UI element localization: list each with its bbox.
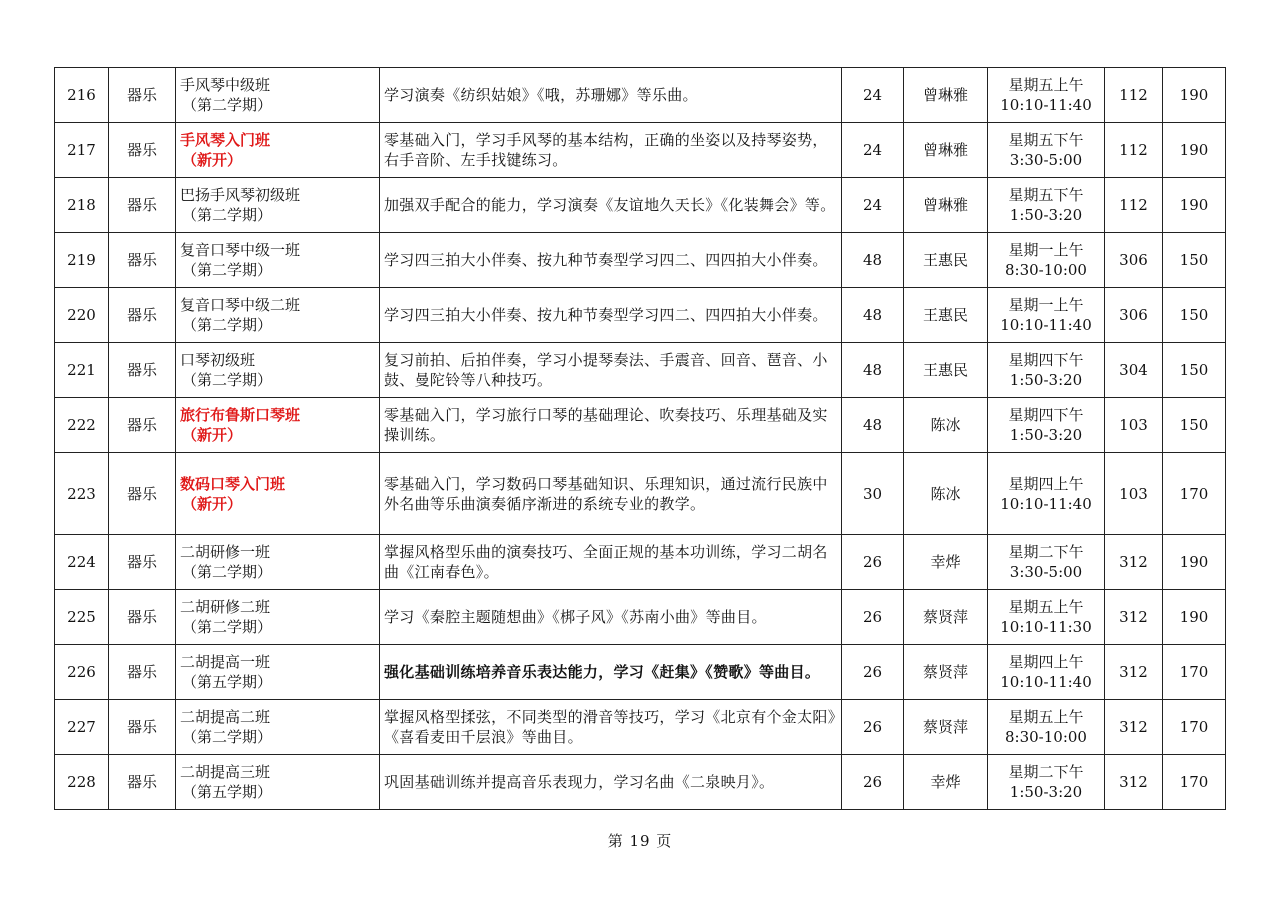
course-name: 数码口琴入门班 xyxy=(180,474,286,493)
course-category: 器乐 xyxy=(109,453,176,535)
course-hours: 26 xyxy=(842,535,904,590)
schedule-time: 8:30-10:00 xyxy=(1005,728,1087,746)
course-fee: 190 xyxy=(1163,68,1226,123)
table-row xyxy=(55,535,1226,590)
course-term: （第二学期） xyxy=(182,371,273,389)
course-name-cell xyxy=(176,590,380,645)
course-name-cell xyxy=(176,398,380,453)
course-name: 二胡研修二班 xyxy=(180,598,271,616)
schedule-time: 10:10-11:40 xyxy=(1000,96,1092,114)
course-room: 312 xyxy=(1105,700,1163,755)
course-term: （新开） xyxy=(182,494,243,513)
table-row xyxy=(55,453,1226,535)
course-fee: 190 xyxy=(1163,535,1226,590)
course-schedule xyxy=(988,398,1105,453)
course-category: 器乐 xyxy=(109,68,176,123)
schedule-time: 1:50-3:20 xyxy=(1009,371,1083,389)
schedule-day: 星期五上午 xyxy=(1008,598,1084,616)
course-term: （第二学期） xyxy=(182,316,273,334)
course-number: 224 xyxy=(55,535,109,590)
course-term: （第五学期） xyxy=(182,783,273,801)
course-category: 器乐 xyxy=(109,343,176,398)
course-description: 零基础入门，学习旅行口琴的基础理论、吹奏技巧、乐理基础及实操训练。 xyxy=(380,398,842,453)
course-hours: 48 xyxy=(842,233,904,288)
course-number: 226 xyxy=(55,645,109,700)
course-number: 227 xyxy=(55,700,109,755)
course-term: （第五学期） xyxy=(182,673,273,691)
course-number: 221 xyxy=(55,343,109,398)
course-schedule xyxy=(988,535,1105,590)
course-fee: 190 xyxy=(1163,590,1226,645)
schedule-day: 星期五下午 xyxy=(1008,131,1084,149)
course-description: 掌握风格型乐曲的演奏技巧、全面正规的基本功训练，学习二胡名曲《江南春色》。 xyxy=(380,535,842,590)
course-description: 学习《秦腔主题随想曲》《梆子风》《苏南小曲》等曲目。 xyxy=(380,590,842,645)
course-name: 手风琴入门班 xyxy=(180,131,271,149)
course-description: 学习四三拍大小伴奏、按九种节奏型学习四二、四四拍大小伴奏。 xyxy=(380,288,842,343)
course-category: 器乐 xyxy=(109,288,176,343)
course-fee: 170 xyxy=(1163,645,1226,700)
schedule-time: 10:10-11:40 xyxy=(1000,673,1092,691)
table-row xyxy=(55,233,1226,288)
course-room: 312 xyxy=(1105,755,1163,810)
course-fee: 150 xyxy=(1163,343,1226,398)
course-hours: 48 xyxy=(842,398,904,453)
table-row xyxy=(55,755,1226,810)
course-room: 312 xyxy=(1105,590,1163,645)
course-number: 225 xyxy=(55,590,109,645)
table-row xyxy=(55,398,1226,453)
course-hours: 26 xyxy=(842,645,904,700)
course-description: 零基础入门，学习手风琴的基本结构，正确的坐姿以及持琴姿势，右手音阶、左手找键练习。 xyxy=(380,123,842,178)
table-row xyxy=(55,700,1226,755)
course-name-cell xyxy=(176,755,380,810)
course-room: 112 xyxy=(1105,68,1163,123)
course-term: （第二学期） xyxy=(182,261,273,279)
course-fee: 190 xyxy=(1163,178,1226,233)
schedule-day: 星期五下午 xyxy=(1008,186,1084,204)
course-term: （第二学期） xyxy=(182,618,273,636)
course-room: 312 xyxy=(1105,645,1163,700)
course-teacher: 陈冰 xyxy=(904,453,988,535)
schedule-time: 1:50-3:20 xyxy=(1009,783,1083,801)
page-number: 第 19 页 xyxy=(607,832,673,850)
course-category: 器乐 xyxy=(109,178,176,233)
course-term: （第二学期） xyxy=(182,206,273,224)
course-number: 222 xyxy=(55,398,109,453)
course-teacher: 幸烨 xyxy=(904,535,988,590)
course-hours: 24 xyxy=(842,123,904,178)
course-schedule xyxy=(988,700,1105,755)
course-teacher: 王惠民 xyxy=(904,343,988,398)
course-number: 219 xyxy=(55,233,109,288)
course-hours: 24 xyxy=(842,68,904,123)
course-fee: 170 xyxy=(1163,755,1226,810)
course-teacher: 蔡贤萍 xyxy=(904,590,988,645)
course-description: 掌握风格型揉弦，不同类型的滑音等技巧，学习《北京有个金太阳》《喜看麦田千层浪》等曲目。 xyxy=(380,700,842,755)
schedule-day: 星期四上午 xyxy=(1008,474,1084,493)
course-room: 312 xyxy=(1105,535,1163,590)
course-fee: 150 xyxy=(1163,398,1226,453)
course-teacher: 曾琳雅 xyxy=(904,123,988,178)
schedule-day: 星期四上午 xyxy=(1008,653,1084,671)
course-room: 103 xyxy=(1105,398,1163,453)
course-schedule xyxy=(988,645,1105,700)
course-name: 复音口琴中级一班 xyxy=(180,241,301,259)
schedule-day: 星期五上午 xyxy=(1008,708,1084,726)
schedule-day: 星期二下午 xyxy=(1008,763,1084,781)
schedule-time: 3:30-5:00 xyxy=(1009,563,1083,581)
course-term: （第二学期） xyxy=(182,728,273,746)
course-teacher: 王惠民 xyxy=(904,233,988,288)
course-description: 加强双手配合的能力，学习演奏《友谊地久天长》《化装舞会》等。 xyxy=(380,178,842,233)
course-number: 223 xyxy=(55,453,109,535)
course-term: （新开） xyxy=(182,151,243,169)
course-name: 二胡提高三班 xyxy=(180,763,271,781)
course-name-cell xyxy=(176,68,380,123)
course-teacher: 曾琳雅 xyxy=(904,178,988,233)
schedule-time: 8:30-10:00 xyxy=(1005,261,1087,279)
course-fee: 190 xyxy=(1163,123,1226,178)
course-category: 器乐 xyxy=(109,398,176,453)
course-name-cell xyxy=(176,645,380,700)
schedule-time: 3:30-5:00 xyxy=(1009,151,1083,169)
course-description: 复习前拍、后拍伴奏，学习小提琴奏法、手震音、回音、琶音、小鼓、曼陀铃等八种技巧。 xyxy=(380,343,842,398)
course-hours: 30 xyxy=(842,453,904,535)
table-row xyxy=(55,68,1226,123)
course-description: 强化基础训练培养音乐表达能力，学习《赶集》《赞歌》等曲目。 xyxy=(380,645,842,700)
course-number: 217 xyxy=(55,123,109,178)
schedule-time: 10:10-11:40 xyxy=(1000,494,1092,513)
course-name-cell xyxy=(176,233,380,288)
course-schedule xyxy=(988,755,1105,810)
course-fee: 170 xyxy=(1163,700,1226,755)
course-name-cell xyxy=(176,700,380,755)
course-fee: 170 xyxy=(1163,453,1226,535)
schedule-day: 星期一上午 xyxy=(1008,241,1084,259)
table-row xyxy=(55,590,1226,645)
course-fee: 150 xyxy=(1163,233,1226,288)
course-teacher: 陈冰 xyxy=(904,398,988,453)
course-description: 学习四三拍大小伴奏、按九种节奏型学习四二、四四拍大小伴奏。 xyxy=(380,233,842,288)
course-hours: 48 xyxy=(842,343,904,398)
course-teacher: 蔡贤萍 xyxy=(904,700,988,755)
course-description: 学习演奏《纺织姑娘》《哦，苏珊娜》等乐曲。 xyxy=(380,68,842,123)
course-room: 112 xyxy=(1105,123,1163,178)
schedule-day: 星期五上午 xyxy=(1008,76,1084,94)
course-room: 103 xyxy=(1105,453,1163,535)
course-term: （第二学期） xyxy=(182,563,273,581)
course-hours: 26 xyxy=(842,700,904,755)
course-name: 口琴初级班 xyxy=(180,351,256,369)
course-category: 器乐 xyxy=(109,645,176,700)
course-hours: 26 xyxy=(842,755,904,810)
course-name-cell xyxy=(176,453,380,535)
course-schedule xyxy=(988,233,1105,288)
course-name: 复音口琴中级二班 xyxy=(180,296,301,314)
table-row xyxy=(55,343,1226,398)
schedule-time: 1:50-3:20 xyxy=(1009,206,1083,224)
course-description: 巩固基础训练并提高音乐表现力，学习名曲《二泉映月》。 xyxy=(380,755,842,810)
schedule-day: 星期四下午 xyxy=(1008,406,1084,424)
course-number: 218 xyxy=(55,178,109,233)
course-category: 器乐 xyxy=(109,535,176,590)
course-room: 306 xyxy=(1105,233,1163,288)
course-hours: 24 xyxy=(842,178,904,233)
schedule-time: 1:50-3:20 xyxy=(1009,426,1083,444)
course-category: 器乐 xyxy=(109,233,176,288)
course-schedule xyxy=(988,288,1105,343)
schedule-time: 10:10-11:40 xyxy=(1000,316,1092,334)
course-teacher: 王惠民 xyxy=(904,288,988,343)
course-schedule xyxy=(988,343,1105,398)
course-schedule xyxy=(988,123,1105,178)
course-name-cell xyxy=(176,343,380,398)
table-row xyxy=(55,645,1226,700)
course-name: 手风琴中级班 xyxy=(180,76,271,94)
course-name-cell xyxy=(176,288,380,343)
table-row xyxy=(55,123,1226,178)
course-number: 228 xyxy=(55,755,109,810)
course-description: 零基础入门，学习数码口琴基础知识、乐理知识，通过流行民族中外名曲等乐曲演奏循序渐进的系统专业的教学。 xyxy=(380,453,842,535)
table-row xyxy=(55,288,1226,343)
table-row xyxy=(55,178,1226,233)
course-name-cell xyxy=(176,123,380,178)
course-name: 二胡提高一班 xyxy=(180,653,271,671)
course-category: 器乐 xyxy=(109,700,176,755)
course-schedule xyxy=(988,178,1105,233)
course-name: 二胡提高二班 xyxy=(180,708,271,726)
course-name: 巴扬手风琴初级班 xyxy=(180,186,301,204)
course-name: 二胡研修一班 xyxy=(180,543,271,561)
course-category: 器乐 xyxy=(109,123,176,178)
schedule-time: 10:10-11:30 xyxy=(1000,618,1092,636)
course-number: 220 xyxy=(55,288,109,343)
course-hours: 26 xyxy=(842,590,904,645)
course-room: 112 xyxy=(1105,178,1163,233)
course-category: 器乐 xyxy=(109,590,176,645)
course-fee: 150 xyxy=(1163,288,1226,343)
course-schedule xyxy=(988,453,1105,535)
schedule-day: 星期二下午 xyxy=(1008,543,1084,561)
course-table xyxy=(54,67,1226,810)
course-room: 306 xyxy=(1105,288,1163,343)
schedule-day: 星期四下午 xyxy=(1008,351,1084,369)
course-category: 器乐 xyxy=(109,755,176,810)
course-schedule xyxy=(988,68,1105,123)
course-name: 旅行布鲁斯口琴班 xyxy=(180,406,301,424)
course-term: （第二学期） xyxy=(182,96,273,114)
course-room: 304 xyxy=(1105,343,1163,398)
course-teacher: 曾琳雅 xyxy=(904,68,988,123)
schedule-day: 星期一上午 xyxy=(1008,296,1084,314)
course-number: 216 xyxy=(55,68,109,123)
course-name-cell xyxy=(176,535,380,590)
course-schedule xyxy=(988,590,1105,645)
course-term: （新开） xyxy=(182,426,243,444)
course-name-cell xyxy=(176,178,380,233)
course-teacher: 蔡贤萍 xyxy=(904,645,988,700)
course-teacher: 幸烨 xyxy=(904,755,988,810)
course-hours: 48 xyxy=(842,288,904,343)
